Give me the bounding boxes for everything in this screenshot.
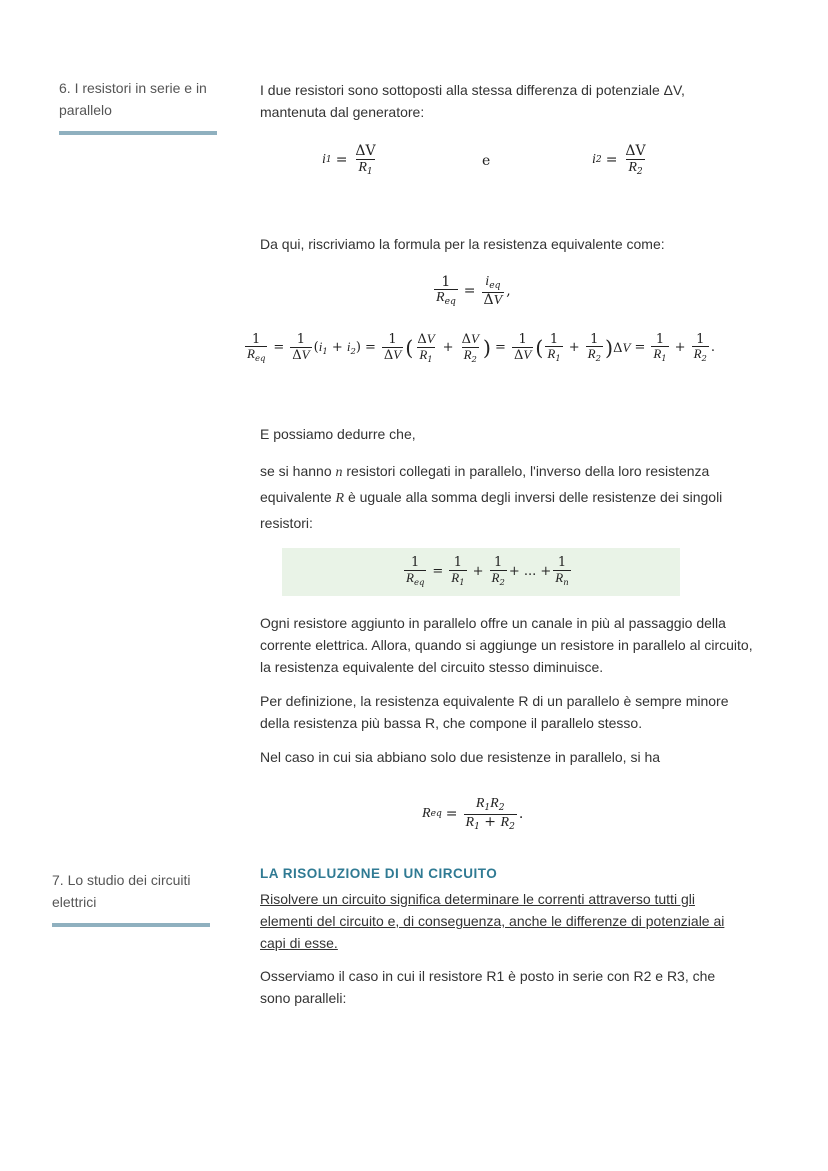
equation-two-parallel: R eq = $\frac{R_1R_2}{R_1 + R_2}$ . (422, 796, 524, 832)
section-heading: LA RISOLUZIONE DI UN CIRCUITO (260, 866, 498, 881)
deduce-paragraph: E possiamo dedurre che, (260, 426, 416, 442)
parallel-rule-paragraph: se si hanno n resistori collegati in parallelo, l'inverso della loro resistenza equivalente R è uguale alla somma degli inversi delle resistenze dei singoli resistori: (260, 463, 723, 531)
channel-paragraph: Ogni resistore aggiunto in parallelo offre un canale in più al passaggio della corrente elettrica. Allora, quando si aggiunge un resistore in parallelo al circuito, la resistenza equivalente del circuito stesso diminuisce. (260, 615, 753, 675)
equation-derivation: $\frac{1}{R_{eq}}$ = $\frac{1}{\Delta V}$ $(i_1 + i_2)$ = $\frac{1}{\Delta V}$ ( $\frac{\Delta V}{R_1}$ + $\frac{\Delta V}{R_2}$ ) = $\frac{1}{\Delta V}$ ( $\frac{1}{R_1}$ + $\frac{1}{R_2}$ ) ΔV = $\frac{1}{R_1}$ + $\frac{1}{R_2}$ . (247, 331, 716, 364)
equation-req-ieq: $\frac{1}{R_{eq}}$ = $\frac{i_{eq}}{\Delta V}$ , (436, 273, 511, 308)
equation-parallel-sum: $\frac{1}{R_{eq}}$ = $\frac{1}{R_1}$ + $\frac{1}{R_2}$ + ... + $\frac{1}{R_n}$ (406, 555, 569, 587)
section-7-divider (52, 923, 210, 927)
intro-paragraph: I due resistori sono sottoposti alla stessa differenza di potenziale ΔV, mantenuta dal generatore: (260, 82, 685, 120)
definition-link[interactable]: Risolvere un circuito significa determinare le correnti attraverso tutti gli elementi del circuito e, di conseguenza, anche le differenze di potenziale ai capi di esse. (260, 891, 725, 951)
definition-paragraph: Per definizione, la resistenza equivalente R di un parallelo è sempre minore della resistenza più bassa R, che compone il parallelo stesso. (260, 693, 729, 731)
rewrite-paragraph: Da qui, riscriviamo la formula per la resistenza equivalente come: (260, 236, 665, 252)
equation-i1: i 1 = $\frac{\Delta V}{R_1}$ (322, 143, 376, 177)
two-resistors-paragraph: Nel caso in cui sia abbiano solo due resistenze in parallelo, si ha (260, 749, 661, 765)
section-7-title: 7. Lo studio dei circuiti elettrici (52, 872, 191, 910)
section-6-title: 6. I resistori in serie e in parallelo (59, 80, 207, 118)
conjunction-e: e (482, 153, 491, 169)
section-6-divider (59, 131, 217, 135)
series-paragraph: Osserviamo il caso in cui il resistore R1 è posto in serie con R2 e R3, che sono paralleli: (260, 968, 716, 1006)
equation-i2: i 2 = $\frac{\Delta V}{R_2}$ (592, 143, 646, 177)
